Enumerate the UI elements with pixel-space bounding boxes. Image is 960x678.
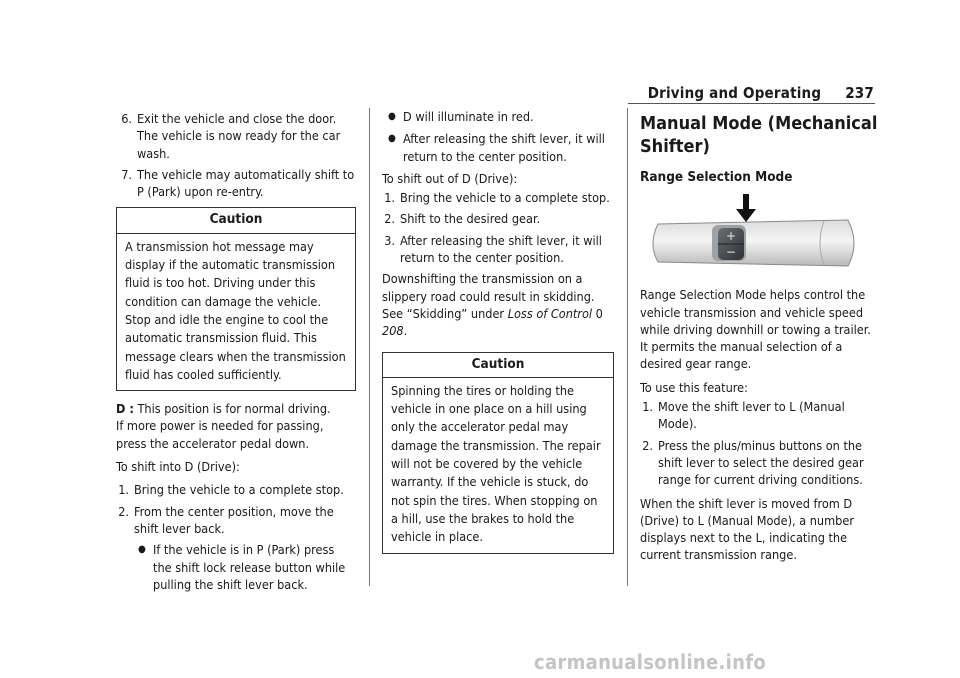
watermark: carmanualsonline.info — [534, 650, 767, 674]
column-divider-1 — [369, 108, 370, 586]
caution-title: Caution — [383, 353, 613, 378]
column-divider-2 — [627, 108, 628, 586]
header-rule — [628, 103, 875, 104]
bullet-icon: ● — [388, 133, 396, 145]
list-item: 7. The vehicle may automatically shift to P (Park) upon re-entry. — [121, 166, 355, 200]
caution-box — [382, 352, 614, 554]
bullet-icon: ● — [388, 111, 396, 122]
paragraph: Range Selection Mode helps control the vehicle transmission and vehicle speed while driving downhill or towing a trailer. — [640, 287, 871, 337]
arrow-down-icon — [736, 209, 756, 222]
running-header — [648, 84, 874, 102]
caution-title: Caution — [117, 208, 355, 233]
paragraph: To shift into D (Drive): — [116, 459, 240, 475]
column-left — [116, 110, 356, 598]
minus-button-label: − — [725, 245, 737, 260]
reference-page[interactable]: 208 — [382, 323, 404, 339]
subsection-heading: Range Selection Mode — [640, 169, 793, 185]
caution-box — [116, 207, 356, 391]
bullet-icon: ● — [138, 544, 146, 556]
list-item: 2. Shift to the desired gear. — [384, 211, 541, 227]
caution-text: Spinning the tires or holding the vehicle in one place on a hill using only the accelerator pedal may damage the transmission. The repair will not be covered by the vehicle warranty. If the vehicle is stuck, do not spin the tires. When stopping on a hill, use the brakes to hold the vehicle in place. — [391, 382, 601, 545]
paragraph: To shift out of D (Drive): — [382, 170, 518, 186]
column-right — [640, 112, 880, 570]
paragraph: It permits the manual selection of a desired gear range. — [640, 339, 843, 372]
list-item: 2. From the center position, move the shift lever back. — [118, 503, 334, 536]
list-item: 1. Move the shift lever to L (Manual Mode). — [642, 399, 845, 432]
paragraph: When the shift lever is moved from D (Drive) to L (Manual Mode), a number displays next to the L, indicating the current transmission range. — [640, 495, 854, 563]
paragraph: D : This position is for normal driving. — [116, 401, 331, 417]
column-middle — [382, 108, 614, 563]
section-heading: Manual Mode (Mechanical Shifter) — [640, 113, 878, 157]
reference-arrow-icon: 0 — [595, 305, 603, 321]
list-item: 6. Exit the vehicle and close the door. The vehicle is now ready for the car wash. — [121, 111, 341, 161]
caution-text: A transmission hot message may display if the automatic transmission fluid is too hot. Driving under this condition can damage the vehicle. Stop and idle the engine to cool the automatic transmission fluid. This message clears when the transmission fluid has cooled sufficiently. — [125, 238, 346, 382]
bullet-item: ● D will illuminate in red. — [388, 109, 534, 124]
bullet-item: ● If the vehicle is in P (Park) press the shift lock release button while pulling the shift lever back. — [138, 542, 346, 592]
paragraph: If more power is needed for passing, press the accelerator pedal down. — [116, 418, 324, 451]
plus-button-label: + — [725, 229, 737, 244]
paragraph: Downshifting the transmission on a slippery road could result in skidding. See “Skidding” under Loss of Control 0 208. — [382, 271, 603, 339]
cross-reference-link[interactable]: Loss of Control — [507, 305, 593, 321]
page-number: 237 — [845, 84, 874, 102]
list-item: 3. After releasing the shift lever, it will return to the center position. — [384, 232, 602, 266]
d-label: D : — [116, 401, 134, 417]
section-title: Driving and Operating — [647, 84, 822, 102]
shift-lever-illustration — [648, 192, 860, 278]
shift-lever-icon — [648, 192, 860, 278]
list-item: 2. Press the plus/minus buttons on the shift lever to select the desired gear range for current driving conditions. — [642, 437, 864, 488]
bullet-item: ● After releasing the shift lever, it will return to the center position. — [388, 131, 605, 164]
list-item: 1. Bring the vehicle to a complete stop. — [384, 190, 610, 206]
list-item: 1. Bring the vehicle to a complete stop. — [118, 482, 344, 498]
paragraph: To use this feature: — [640, 379, 748, 395]
